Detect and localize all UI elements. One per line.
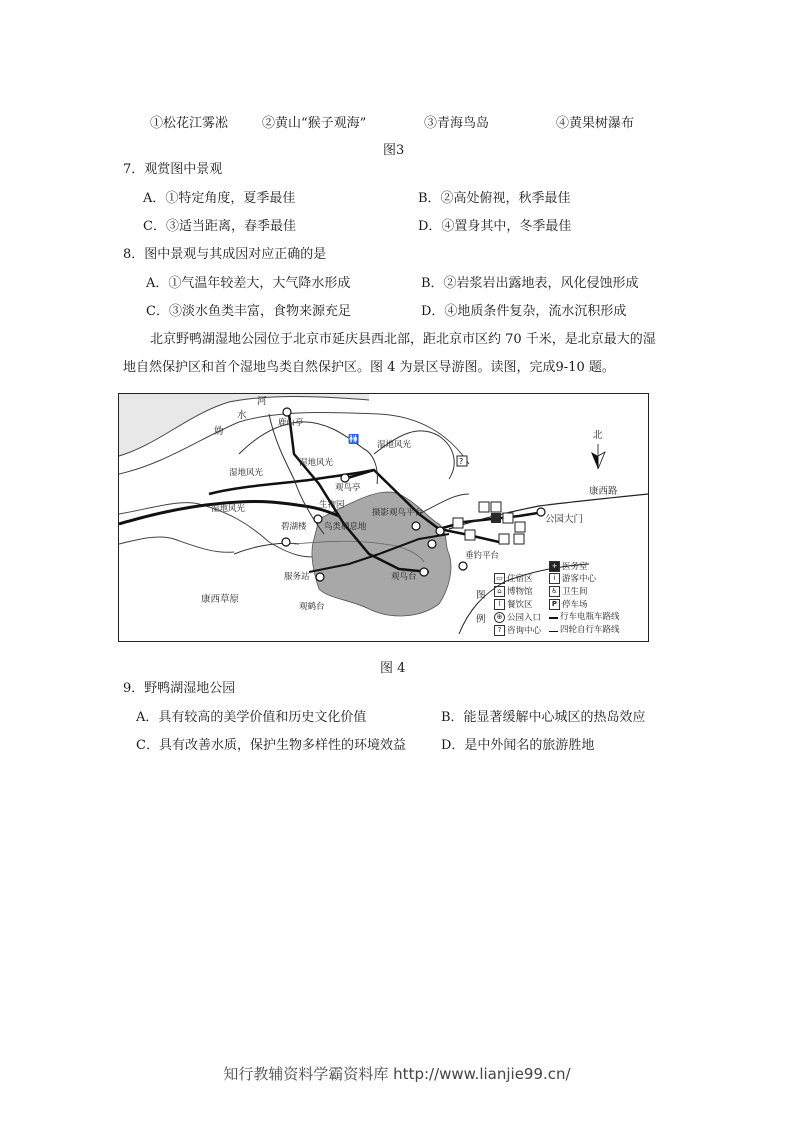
info-icon: i xyxy=(549,573,560,584)
caption-4: ④黄果树瀑布 xyxy=(556,116,635,131)
legend-title-2: 例 xyxy=(476,614,486,625)
medical-cross-icon: + xyxy=(549,561,560,572)
passage-line-1: 北京野鸭湖湿地公园位于北京市延庆县西北部，距北京市区约 70 千米，是北京最大的湿 xyxy=(150,332,656,347)
parking-icon: P xyxy=(549,599,560,610)
caption-3: ③青海鸟岛 xyxy=(424,116,490,131)
q7-option-a: A．①特定角度，夏季最佳 xyxy=(143,191,296,206)
q8-option-c: C．③淡水鱼类丰富，食物来源充足 xyxy=(146,304,351,319)
legend-info-center: ? 咨询中心 xyxy=(494,625,541,636)
caption-2: ②黄山“猴子观海” xyxy=(262,116,367,131)
q8-option-d: D．④地质条件复杂，流水沉积形成 xyxy=(421,304,627,319)
label-wetland-3: 湿地风光 xyxy=(229,468,264,478)
figure-3-label: 图3 xyxy=(383,143,405,158)
q9-option-b: B．能显著缓解中心城区的热岛效应 xyxy=(441,710,646,725)
footer-watermark: 知行教辅资料学霸资料库 http://www.lianjie99.cn/ xyxy=(223,1065,571,1083)
legend-bike-route: 四轮自行车路线 xyxy=(549,625,620,635)
caption-1: ①松花江雾凇 xyxy=(150,116,229,131)
q9-option-c: C．具有改善水质，保护生物多样性的环境效益 xyxy=(136,738,406,753)
river-char-2: 水 xyxy=(237,410,247,421)
legend-title-1: 图 xyxy=(476,590,486,601)
label-park-gate: 公园大门 xyxy=(545,514,584,525)
river-char-3: 河 xyxy=(257,396,267,407)
label-bihu-building: 碧湖楼 xyxy=(281,522,307,532)
label-bio-garden: 生物园 xyxy=(319,500,345,510)
park-guide-map xyxy=(118,393,649,642)
svg-text:🚻: 🚻 xyxy=(348,435,360,445)
legend-park-entrance: ⊕ 公园入口 xyxy=(494,612,541,623)
figure-4-label: 图 4 xyxy=(380,661,406,676)
q8-stem: 8．图中景观与其成因对应正确的是 xyxy=(123,247,327,262)
bike-route-icon xyxy=(549,631,558,633)
legend-museum: ⌂ 博物馆 xyxy=(494,586,533,597)
label-bird-terrace: 观鸟台 xyxy=(391,572,417,582)
river-char-1: 妫 xyxy=(214,426,224,437)
svg-text:?: ? xyxy=(459,457,464,466)
toilet-icon: ♿ xyxy=(549,586,560,597)
q8-option-a: A．①气温年较差大，大气降水形成 xyxy=(146,276,351,291)
q9-stem: 9．野鸭湖湿地公园 xyxy=(123,681,236,696)
label-wetland-1: 湿地风光 xyxy=(377,440,412,450)
label-kangxi-road: 康西路 xyxy=(589,486,618,497)
label-bird-habitat: 鸟类栖息地 xyxy=(324,522,367,532)
food-icon: ⌇ xyxy=(494,599,505,610)
q7-stem: 7．观赏图中景观 xyxy=(123,162,223,177)
q9-option-d: D．是中外闻名的旅游胜地 xyxy=(441,738,595,753)
legend-clinic: + 医务室 xyxy=(549,561,588,572)
label-crane-terrace: 观鹤台 xyxy=(299,602,325,612)
label-lushan-pavilion: 鹿山亭 xyxy=(278,418,304,428)
legend-dining: ⌇ 餐饮区 xyxy=(494,599,533,610)
north-arrow-label: 北 xyxy=(593,430,603,441)
q8-option-b: B．②岩浆岩出露地表，风化侵蚀形成 xyxy=(421,276,639,291)
label-bird-pavilion: 观鸟亭 xyxy=(335,483,361,493)
label-wetland-2: 湿地风光 xyxy=(299,458,334,468)
passage-line-2: 地自然保护区和首个湿地鸟类自然保护区。图 4 为景区导游图。读图，完成9-10 题。 xyxy=(123,360,615,375)
label-kangxi-grassland: 康西草原 xyxy=(201,594,240,605)
q7-option-b: B．②高处俯视，秋季最佳 xyxy=(418,191,571,206)
label-wetland-4: 湿地风光 xyxy=(211,504,246,514)
legend-accommodation: ▭ 住宿区 xyxy=(494,573,533,584)
legend-electric-route: 行车电瓶车路线 xyxy=(549,612,620,622)
q7-option-c: C．③适当距离，春季最佳 xyxy=(143,219,296,234)
label-service-station: 服务站 xyxy=(284,572,310,582)
question-icon: ? xyxy=(494,625,505,636)
legend-toilet: ♿ 卫生间 xyxy=(549,586,588,597)
bed-icon: ▭ xyxy=(494,573,505,584)
label-fishing-platform: 垂钓平台 xyxy=(465,551,500,561)
electric-route-icon xyxy=(549,617,558,620)
q9-option-a: A．具有较高的美学价值和历史文化价值 xyxy=(136,710,367,725)
q7-option-d: D．④置身其中，冬季最佳 xyxy=(418,219,572,234)
entrance-icon: ⊕ xyxy=(494,612,505,623)
label-photo-platform: 摄影观鸟平台 xyxy=(372,508,424,518)
museum-icon: ⌂ xyxy=(494,586,505,597)
legend-visitor-center: i 游客中心 xyxy=(549,573,596,584)
legend-parking: P 停车场 xyxy=(549,599,588,610)
